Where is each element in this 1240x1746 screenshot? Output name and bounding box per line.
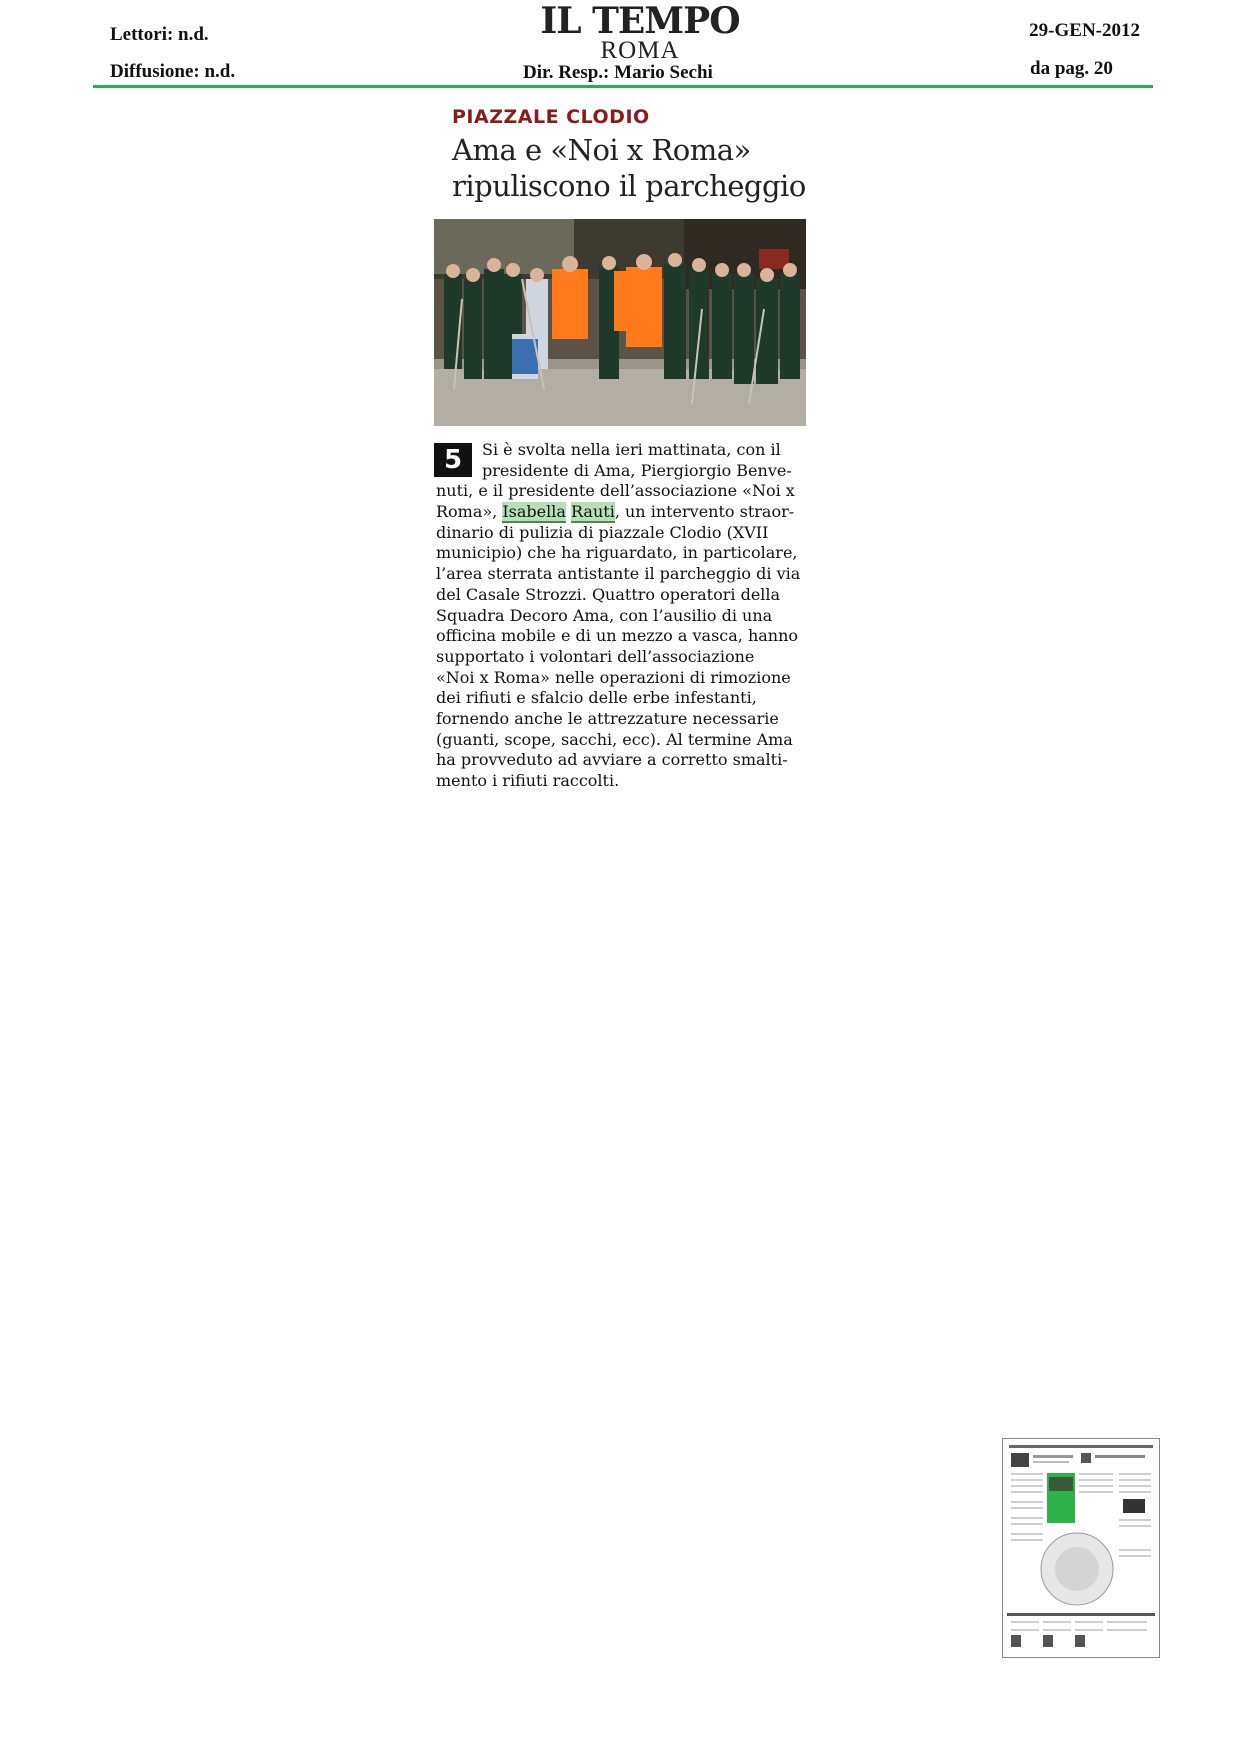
article-number-badge: 5 [434, 443, 472, 477]
body-line: presidente di Ama, Piergiorgio Benve- [482, 460, 792, 480]
body-line: nuti, e il presidente dell’associazione «Noi x [436, 481, 795, 501]
group-photo-illustration [434, 219, 806, 426]
body-line: dei rifiuti e sfalcio delle erbe infestanti, [436, 688, 757, 708]
header-divider [93, 85, 1153, 88]
masthead-subtitle: ROMA [600, 37, 680, 64]
circulation-label: Diffusione: n.d. [110, 61, 236, 82]
article-body [436, 440, 808, 792]
body-line-with-names [436, 502, 808, 523]
body-line: ha provveduto ad avviare a corretto smalti- [436, 750, 788, 770]
article-headline [452, 132, 832, 204]
issue-date: 29-GEN-2012 [1029, 20, 1140, 41]
body-text-fragment: Roma», [436, 502, 503, 522]
body-text-fragment: , un intervento straor- [614, 502, 795, 522]
article-photo [434, 219, 806, 426]
article-kicker: PIAZZALE CLODIO [452, 106, 650, 128]
headline-line: Ama e «Noi x Roma» [452, 133, 751, 167]
body-line: «Noi x Roma» nelle operazioni di rimozione [436, 667, 791, 687]
readers-label: Lettori: n.d. [110, 24, 209, 45]
page-thumbnail [1002, 1438, 1160, 1658]
masthead-title: IL TEMPO [540, 0, 740, 42]
body-line: mento i rifiuti raccolti. [436, 771, 620, 790]
highlighted-name-first: Isabella [502, 502, 566, 522]
headline-line: ripuliscono il parcheggio [452, 169, 806, 203]
body-line: municipio) che ha riguardato, in particolare, [436, 543, 798, 563]
editor-label: Dir. Resp.: Mario Sechi [523, 62, 713, 83]
body-line: supportato i volontari dell’associazione [436, 646, 755, 666]
body-line: l’area sterrata antistante il parcheggio di via [436, 564, 801, 584]
newspaper-masthead [540, 2, 740, 62]
body-line: Si è svolta nella ieri mattinata, con il [482, 440, 781, 459]
page-thumbnail-graphic [1003, 1439, 1159, 1657]
body-line: fornendo anche le attrezzature necessarie [436, 708, 779, 728]
body-line: officina mobile e di un mezzo a vasca, hanno [436, 626, 799, 646]
body-line: Squadra Decoro Ama, con l’ausilio di una [436, 605, 773, 625]
page-reference: da pag. 20 [1030, 58, 1113, 79]
body-line: dinario di pulizia di piazzale Clodio (XVII [436, 522, 769, 542]
highlighted-name-last: Rauti [571, 502, 615, 522]
body-line: (guanti, scope, sacchi, ecc). Al termine Ama [436, 729, 793, 749]
body-line: del Casale Strozzi. Quattro operatori della [436, 584, 781, 604]
